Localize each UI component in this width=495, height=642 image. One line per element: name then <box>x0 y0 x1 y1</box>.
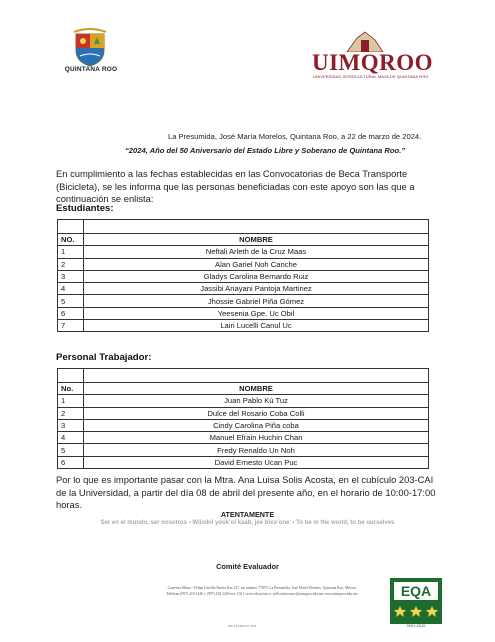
atentamente: ATENTAMENTE <box>220 510 275 519</box>
document-code: FO-13-DFS-01 V02 <box>227 624 257 628</box>
footer-address: Carretera Muna - Felipe Carrillo Puerto Km 137, sin número 77870, La Presumida, José María Morelos, Quintana Roo, México Teléfono (997) 418 1440 y (997) 418 1430 ext. 102 Correo electrónico: willson.hoxserc@uimqroo.edu.mx www.uimqroo.edu.mx <box>166 586 358 596</box>
column-header-no: NO. <box>58 234 84 246</box>
intro-paragraph: En cumplimiento a las fechas establecidas en las Convocatorias de Beca Transporte (Bicicleta), se les informa que las personas beneficiadas con este apoyo son las que a continuación se enlista: <box>56 168 415 204</box>
table-row <box>58 258 429 270</box>
staff-table <box>57 368 429 469</box>
row-name: Yeesenia Gpe. Uc Obil <box>84 307 429 319</box>
row-number: 2 <box>58 407 84 419</box>
column-header-no: No. <box>58 383 84 395</box>
row-number: 1 <box>58 246 84 258</box>
university-logo: UIMQROO <box>312 50 434 75</box>
students-table <box>57 219 429 332</box>
row-number: 1 <box>58 395 84 407</box>
table-row <box>58 307 429 319</box>
students-heading: Estudiantes: <box>56 203 114 214</box>
table-row <box>58 432 429 444</box>
row-number: 5 <box>58 444 84 456</box>
row-name: Gladys Carolina Bernardo Ruiz <box>84 270 429 282</box>
row-name: Jassibi Anayani Pantoja Martinez <box>84 283 429 295</box>
row-number: 3 <box>58 270 84 282</box>
eqa-certification-icon <box>390 578 442 624</box>
row-name: Manuel Efrain Huchin Chan <box>84 432 429 444</box>
staff-heading: Personal Trabajador: <box>56 352 152 363</box>
committee-signature: Comité Evaluador <box>216 562 279 571</box>
institution-motto: Ser en el mundo, ser nosotros ▪ Wiinikil yóok’ol kaab, jée bixo’one’ ▪ To be in the world, to be ourselves <box>100 520 395 526</box>
row-number: 5 <box>58 295 84 307</box>
state-caption: QUINTANA ROO <box>64 66 118 73</box>
table-row <box>58 419 429 431</box>
row-number: 4 <box>58 283 84 295</box>
table-row <box>58 270 429 282</box>
university-name: UNIVERSIDAD INTERCULTURAL MAYA DE QUINTANA ROO <box>313 74 429 79</box>
table-row <box>58 456 429 468</box>
table-row <box>58 407 429 419</box>
column-header-name: NOMBRE <box>84 234 429 246</box>
cert-label: EQA <box>400 583 432 599</box>
row-name: Neftali Arleth de la Cruz Maas <box>84 246 429 258</box>
table-row <box>58 246 429 258</box>
place-date: La Presumida, José María Morelos, Quintana Roo, a 22 de marzo de 2024. <box>168 132 422 141</box>
column-header-name: NOMBRE <box>84 383 429 395</box>
row-name: Lairi Lucelli Canul Uc <box>84 320 429 332</box>
table-spacer-row <box>58 220 429 234</box>
cert-standard: 9001:2015 <box>406 623 426 628</box>
row-number: 4 <box>58 432 84 444</box>
year-motto: “2024, Año del 50 Aniversario del Estado Libre y Soberano de Quintana Roo.” <box>125 146 406 155</box>
table-header-row <box>58 234 429 246</box>
table-row <box>58 444 429 456</box>
table-row <box>58 295 429 307</box>
row-number: 7 <box>58 320 84 332</box>
row-name: Dulce del Rosario Coba Colli <box>84 407 429 419</box>
row-name: Cindy Carolina Piña coba <box>84 419 429 431</box>
closing-paragraph: Por lo que es importante pasar con la Mtra. Ana Luisa Solis Acosta, en el cubículo 203-CAI de la Universidad, a partir del día 08 de abril del presente año, en el horario de 10:00-17:00 horas. <box>56 474 436 510</box>
table-header-row <box>58 383 429 395</box>
row-number: 6 <box>58 307 84 319</box>
row-name: Alan Gariel Noh Canche <box>84 258 429 270</box>
row-number: 2 <box>58 258 84 270</box>
table-spacer-row <box>58 369 429 383</box>
quintana-roo-coat-of-arms-icon <box>70 28 110 68</box>
table-row <box>58 320 429 332</box>
row-name: Jhossie Gabriel Piña Gómez <box>84 295 429 307</box>
table-row <box>58 395 429 407</box>
row-number: 6 <box>58 456 84 468</box>
table-row <box>58 283 429 295</box>
row-number: 3 <box>58 419 84 431</box>
row-name: Fredy Renaldo Un Noh <box>84 444 429 456</box>
row-name: David Ernesto Ucan Puc <box>84 456 429 468</box>
row-name: Juan Pablo Kú Tuz <box>84 395 429 407</box>
